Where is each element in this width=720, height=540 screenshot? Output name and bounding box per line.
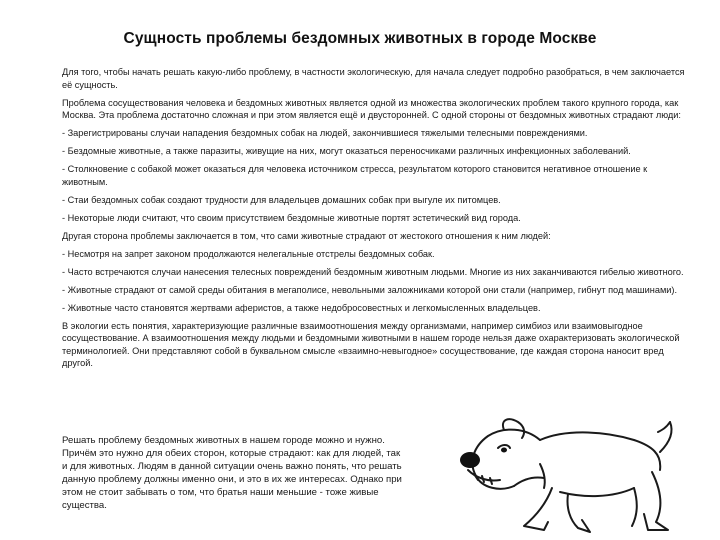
- conclusion-block: [62, 434, 407, 513]
- list-item: - Животные часто становятся жертвами аферистов, а также недобросовестных и легкомысленных владельцев.: [62, 302, 541, 313]
- paragraph-ecology: В экологии есть понятия, характеризующие различные взаимоотношения между организмами, например симбиоз или взаимовыгодное сосуществование. А взаимоотношения между людьми и бездомными животными в нашем городе нельзя даже охарактеризовать экологической терминологией. Они представляют собой в буквальном смысле «взаимно-невыгодное» сосуществование, где каждая сторона наносит вред другой.: [62, 320, 680, 369]
- list-item: - Зарегистрированы случаи нападения бездомных собак на людей, закончившиеся тяжелыми телесными повреждениями.: [62, 128, 588, 139]
- list-item: - Животные страдают от самой среды обитания в мегаполисе, невольными заложниками которой они стали (например, гибнут под машинами).: [62, 284, 678, 295]
- list-item: - Стаи бездомных собак создают трудности для владельцев домашних собак при выгуле их питомцев.: [62, 194, 501, 205]
- paragraph-intro: Для того, чтобы начать решать какую-либо проблему, в частности экологическую, для начала следует подробно разобраться, в чем заключается её сущность.: [62, 67, 685, 90]
- document-body: [62, 66, 686, 375]
- list-item: - Некоторые люди считают, что своим присутствием бездомные животные портят эстетический вид города.: [62, 212, 521, 223]
- list-item: - Бездомные животные, а также паразиты, живущие на них, могут оказаться переносчиками различных инфекционных заболеваний.: [62, 146, 631, 157]
- paragraph-other-side: Другая сторона проблемы заключается в том, что сами животные страдают от жестокого отношения к ним людей:: [62, 230, 551, 241]
- page-title: Сущность проблемы бездомных животных в городе Москве: [123, 30, 597, 47]
- paragraph-problem: Проблема сосуществования человека и бездомных животных является одной из множества экологических проблем такого крупного города, как Москва. Эта проблема достаточно сложная и при этом является ещё и двусторонней. С одной стороны от бездомных животных страдают люди:: [62, 97, 681, 121]
- list-item: - Несмотря на запрет законом продолжаются нелегальные отстрелы бездомных собак.: [62, 248, 435, 259]
- conclusion-text: Решать проблему бездомных животных в нашем городе можно и нужно. Причём это нужно для обеих сторон, которые страдают: как для людей, так и для животных. Людям в данной ситуации очень важно понять, что решать данную проблему должны именно они, и это в их же интересах. Однако при этом не стоит забывать о том, что братья наши меньшие - тоже живые существа.: [62, 435, 402, 512]
- dog-illustration-icon: [448, 418, 700, 536]
- list-item: - Часто встречаются случаи нанесения телесных повреждений бездомным животным людьми. Многие из них заканчиваются гибелью животного.: [62, 266, 684, 277]
- list-item: - Столкновение с собакой может оказаться для человека источником стресса, результатом которого становится негативное отношение к животным.: [62, 164, 648, 187]
